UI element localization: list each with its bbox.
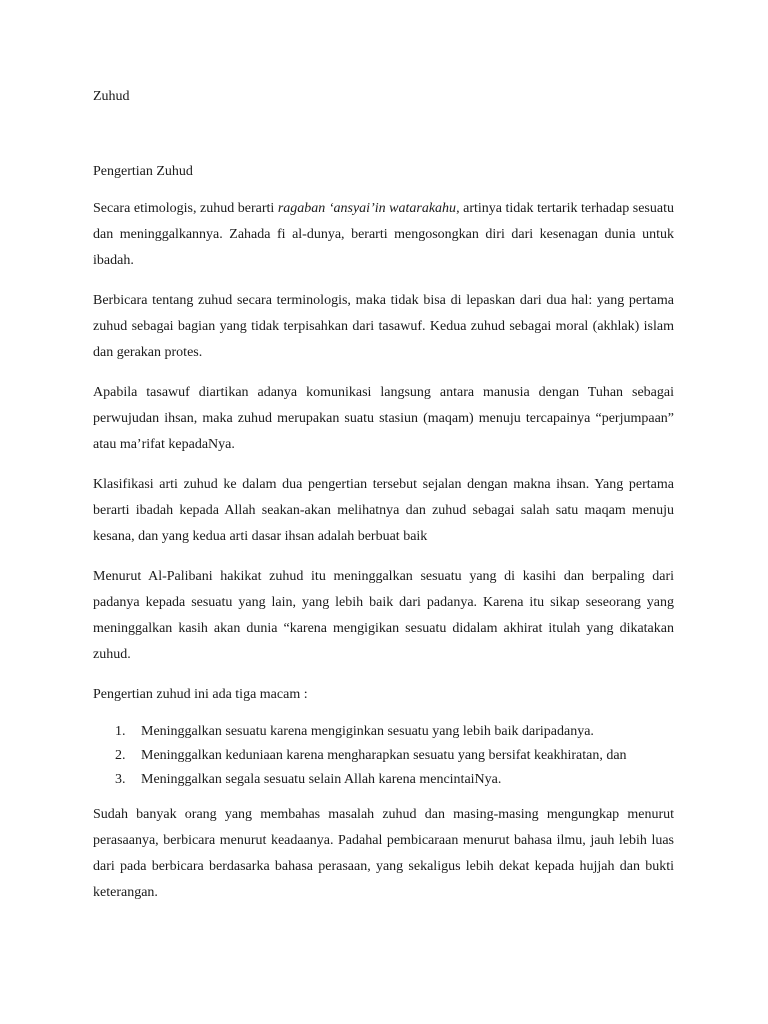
document-body bbox=[93, 196, 674, 920]
list-number: 1. bbox=[115, 724, 126, 739]
paragraph-etimologi bbox=[93, 196, 674, 274]
paragraph-conclusion: Sudah banyak orang yang membahas masalah zuhud dan masing-masing mengungkap menurut perasaanya, berbicara menurut keadaanya. Padahal pembicaraan menurut bahasa ilmu, jauh lebih luas dari pada berbicara berdasarka bahasa perasaan, yang sekaligus lebih dekat kepada hujjah dan bukti keterangan. bbox=[93, 807, 674, 900]
list-item-text: Meninggalkan sesuatu karena mengiginkan sesuatu yang lebih baik daripadanya. bbox=[141, 724, 594, 739]
list-item-text: Meninggalkan segala sesuatu selain Allah karena mencintaiNya. bbox=[141, 772, 502, 787]
list-item bbox=[93, 768, 674, 792]
list-number: 3. bbox=[115, 772, 126, 787]
paragraph-klasifikasi: Klasifikasi arti zuhud ke dalam dua pengertian tersebut sejalan dengan makna ihsan. Yang pertama berarti ibadah kepada Allah seakan-akan melihatnya dan zuhud sebagai salah satu maqam menuju kesana, dan yang kedua arti dasar ihsan adalah berbuat baik bbox=[93, 477, 674, 544]
document-title: Zuhud bbox=[93, 89, 130, 104]
list-number: 2. bbox=[115, 748, 126, 763]
arabic-term-italic: ragaban ‘ansyai’in watarakahu bbox=[277, 201, 457, 216]
paragraph-terminologi: Berbicara tentang zuhud secara terminologis, maka tidak bisa di lepaskan dari dua hal: yang pertama zuhud sebagai bagian yang tidak terpisahkan dari tasawuf. Kedua zuhud sebagai moral (akhlak) islam dan gerakan protes. bbox=[93, 293, 674, 360]
list-item bbox=[93, 720, 674, 744]
list-item bbox=[93, 744, 674, 768]
numbered-list bbox=[93, 720, 674, 792]
list-item-text: Meninggalkan keduniaan karena mengharapkan sesuatu yang bersifat keakhiratan, dan bbox=[141, 748, 627, 763]
paragraph-etimologi-end: , artinya tidak tertarik terhadap sesuatu dan meninggalkannya. Zahada fi al-dunya, berarti mengosongkan diri dari kesenagan dunia untuk ibadah. bbox=[93, 201, 674, 268]
paragraph-tasawuf: Apabila tasawuf diartikan adanya komunikasi langsung antara manusia dengan Tuhan sebagai perwujudan ihsan, maka zuhud merupakan suatu stasiun (maqam) menuju tercapainya “perjumpaan” atau ma’rifat kepadaNya. bbox=[93, 385, 674, 452]
paragraph-etimologi-start: Secara etimologis, zuhud berarti bbox=[93, 201, 278, 216]
paragraph-al-palibani: Menurut Al-Palibani hakikat zuhud itu meninggalkan sesuatu yang di kasihi dan berpaling dari padanya kepada sesuatu yang lain, yang lebih baik dari padanya. Karena itu sikap seseorang yang meninggalkan kasih akan dunia “karena mengigikan sesuatu didalam akhirat itulah yang dikatakan zuhud. bbox=[93, 569, 674, 662]
paragraph-list-intro: Pengertian zuhud ini ada tiga macam : bbox=[93, 687, 308, 702]
section-heading: Pengertian Zuhud bbox=[93, 164, 193, 179]
